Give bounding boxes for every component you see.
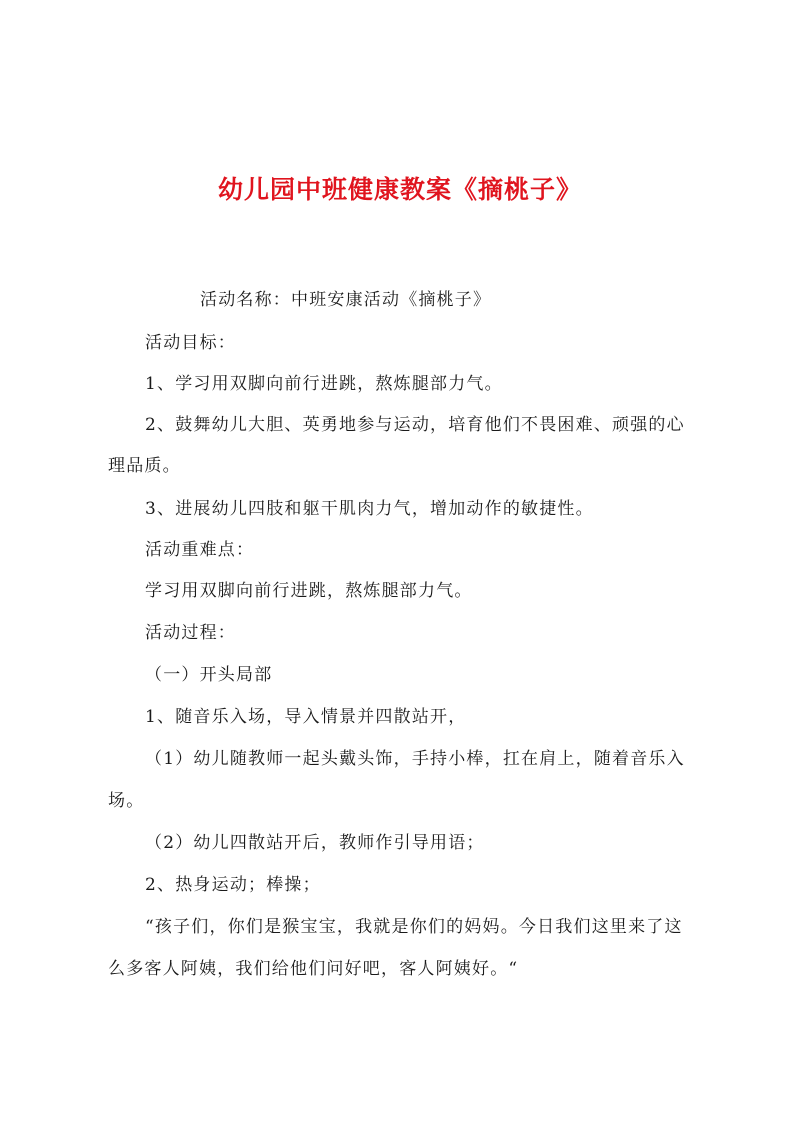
paragraph-goal-2: 2、鼓舞幼儿大胆、英勇地参与运动，培育他们不畏困难、顽强的心 <box>145 415 685 435</box>
paragraph-step-1-sub-2: （2）幼儿四散站开后，教师作引导用语； <box>145 833 485 853</box>
paragraph-dialogue-continued: 么多客人阿姨，我们给他们问好吧，客人阿姨好。“ <box>108 959 519 979</box>
paragraph-key-points: 学习用双脚向前行进跳，熬炼腿部力气。 <box>145 581 473 601</box>
paragraph-goal-2-continued: 理品质。 <box>108 456 181 476</box>
heading-key-points: 活动重难点： <box>145 540 255 560</box>
paragraph-step-2: 2、热身运动；棒操； <box>145 875 321 895</box>
paragraph-goal-1: 1、学习用双脚向前行进跳，熬炼腿部力气。 <box>145 374 503 394</box>
heading-activity-process: 活动过程： <box>145 623 236 643</box>
paragraph-activity-name: 活动名称：中班安康活动《摘桃子》 <box>200 290 492 310</box>
paragraph-dialogue: “孩子们，你们是猴宝宝，我就是你们的妈妈。今日我们这里来了这 <box>145 917 683 937</box>
paragraph-step-1-sub-1-continued: 场。 <box>108 791 145 811</box>
paragraph-step-1: 1、随音乐入场，导入情景并四散站开， <box>145 707 467 727</box>
paragraph-goal-3: 3、进展幼儿四肢和躯干肌肉力气，增加动作的敏捷性。 <box>145 499 594 519</box>
heading-activity-goals: 活动目标： <box>145 333 236 353</box>
paragraph-step-1-sub-1: （1）幼儿随教师一起头戴头饰，手持小棒，扛在肩上，随着音乐入 <box>145 749 685 769</box>
document-title: 幼儿园中班健康教案《摘桃子》 <box>217 175 582 204</box>
heading-part-one: （一）开头局部 <box>145 665 273 685</box>
